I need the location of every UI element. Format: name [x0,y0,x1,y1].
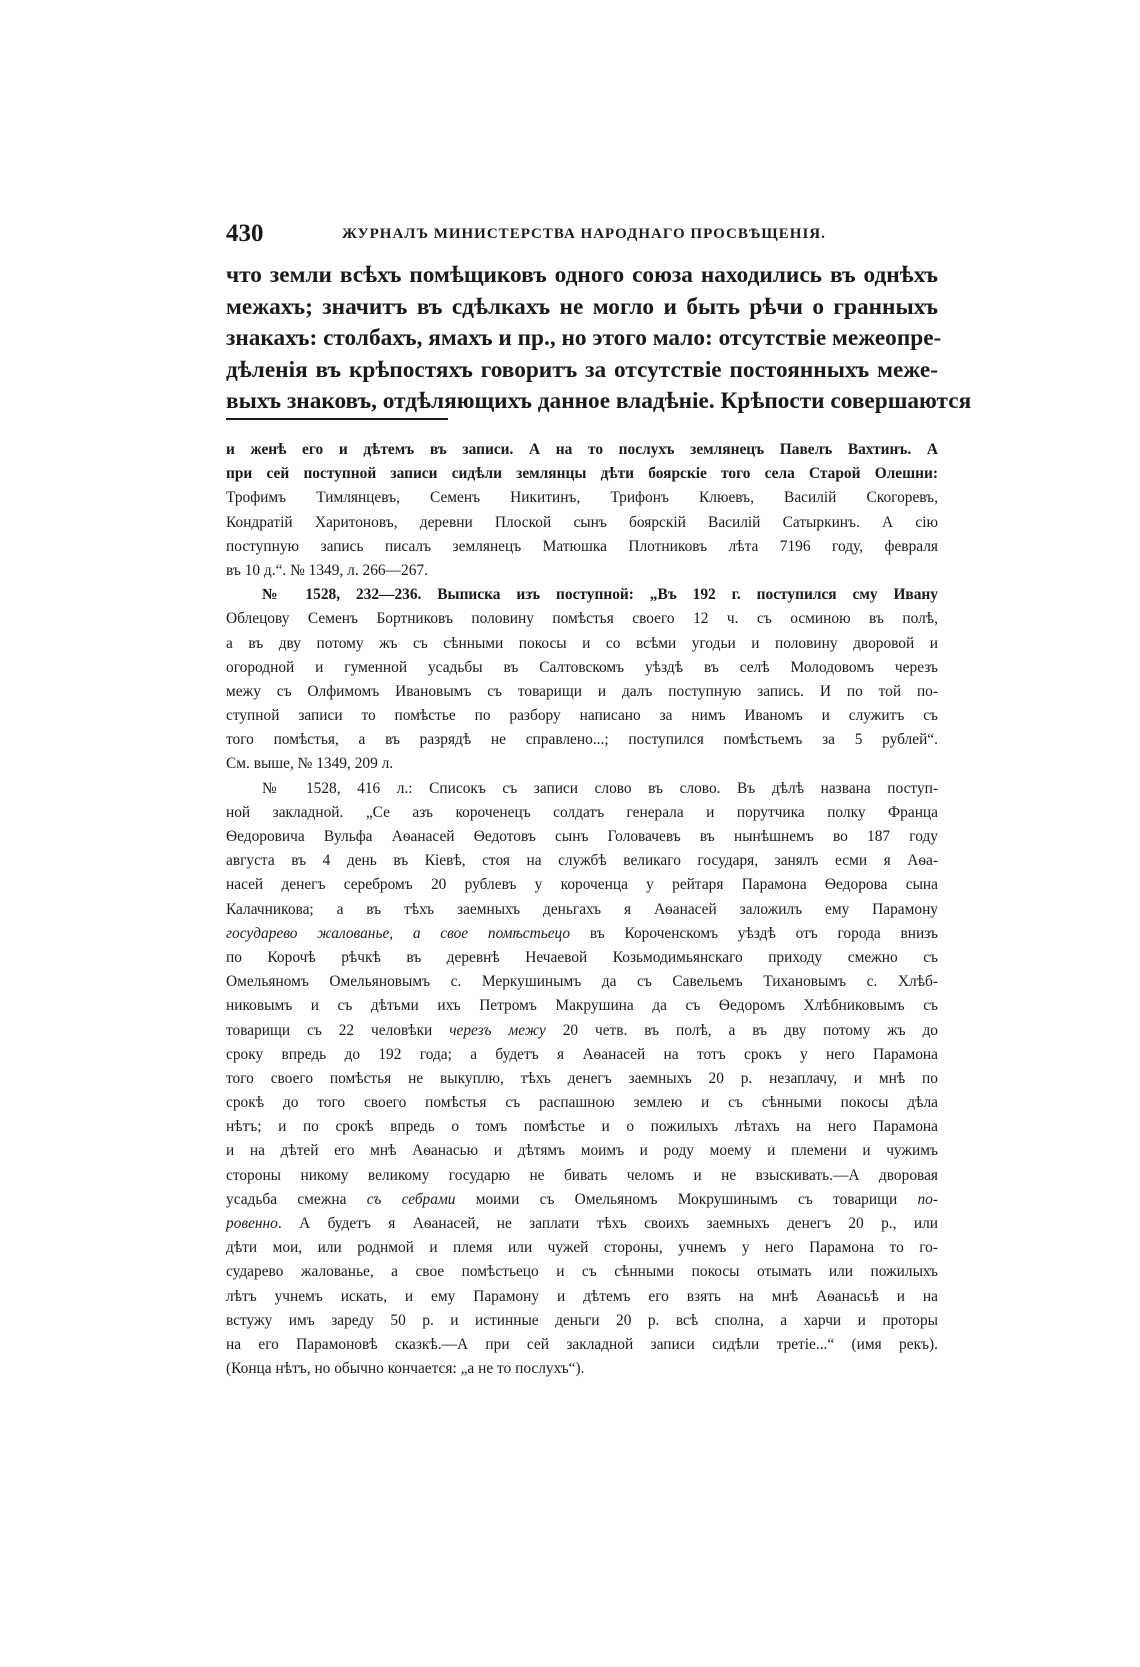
footnote-rule [226,418,448,420]
footnote-line: Трофимъ Тимлянцевъ, Семенъ Никитинъ, Трифонъ Клюевъ, Василій Скогоревъ, [226,489,938,507]
footnote-line: того помѣстья, а въ разрядѣ не справлено...; поступился помѣстьемъ за 5 рублей“. [226,731,938,749]
italic-phrase: черезъ межу [449,1021,546,1039]
footnote-line: № 1528, 232—236. Выписка изъ поступной: „Въ 192 г. поступился сму Ивану [262,586,938,604]
text-segment: . А будетъ я Аѳанасей, не заплати тѣхъ своихъ заемныхъ денегъ 20 р., или [277,1215,938,1232]
footnote-line: № 1528, 416 л.: Списокъ съ записи слово въ слово. Въ дѣлѣ названа поступ- [262,779,938,797]
footnote-line: Ѳедоровича Вульфа Аѳанасей Ѳедотовъ сынъ Головачевъ въ нынѣшнемъ во 187 году [226,828,938,845]
main-text-line: что земли всѣхъ помѣщиковъ одного союза находились въ однѣхъ [226,262,938,288]
footnote-line: Омельяномъ Омельяновымъ с. Меркушинымъ да съ Савельемъ Тихановымъ с. Хлѣб- [226,973,938,991]
footnote-line: и на дѣтей его мнѣ Аѳанасью и дѣтямъ моимъ и роду моему и племени и чужимъ [226,1142,938,1160]
footnote-line: огородной и гуменной усадьбы въ Салтовскомъ уѣздѣ въ селѣ Молодовомъ черезъ [226,658,938,676]
footnote-line: сударево жалованье, а свое помѣстьецо и съ сѣнными покосы отымать или пожилыхъ [226,1263,938,1281]
footnote-line: лѣтъ учнемъ искать, и ему Парамону и дѣтемъ его взять на мнѣ Аѳанасьѣ и на [226,1287,938,1305]
footnote-line: ступной записи то помѣстье по разбору написано за нимъ Иваномъ и служитъ съ [226,707,938,725]
main-text-line: дѣленія въ крѣпостяхъ говоритъ за отсутствіе постоянныхъ меже- [226,356,938,383]
italic-phrase: ровенно [226,1215,278,1232]
footnote-line: встужу имъ зареду 50 р. и истинные деньги 20 р. всѣ сполна, а харчи и проторы [226,1311,938,1329]
footnote-line: См. выше, № 1349, 209 л. [226,755,394,773]
footnote-line: дѣти мои, или роднмой и племя или чужей стороны, учнемъ у него Парамона то го- [226,1239,938,1257]
footnote-line: августа въ 4 день въ Кіевѣ, стоя на службѣ великаго государя, занялъ есми я Аѳа- [226,852,938,870]
footnote-line: нѣтъ; и по срокѣ впредь о томъ помѣстье и о пожилыхъ лѣтахъ на него Парамона [226,1118,938,1136]
footnote-line: насей денегъ серебромъ 20 рублевъ у короченца у рейтаря Парамона Ѳедорова сына [226,876,938,894]
footnote-line [226,1212,938,1236]
footnote-line: стороны никому великому государю не бивать челомъ и не взыскивать.—А дворовая [226,1166,938,1184]
italic-phrase: съ себрами [366,1190,456,1208]
footnote-line: а въ дву потому жъ съ сѣнными покосы и со всѣми угодьи и половину дворовой и [226,634,938,652]
footnote-line: при сей поступной записи сидѣли землянцы дѣти боярскіе того села Старой Олешни: [226,465,938,483]
footnote-line: срокѣ до того своего помѣстья съ распашною землею и съ сѣнными покосы дѣла [226,1094,938,1112]
text-segment: товарищи съ 22 человѣки [226,1021,450,1039]
footnote-line: поступную запись писалъ землянецъ Матюшка Плотниковъ лѣта 7196 году, февраля [226,537,938,555]
footnote-line: (Конца нѣтъ, но обычно кончается: „а не то послухъ“). [226,1360,585,1378]
footnote-line: и женѣ его и дѣтемъ въ записи. А на то послухъ землянецъ Павелъ Вахтинъ. А [226,441,938,458]
footnote-line: того своего помѣстья не выкуплю, тѣхъ денегъ заемныхъ 20 р. незаплачу, и мнѣ по [226,1069,938,1087]
footnote-line: на его Парамоновѣ сказкѣ.—А при сей закладной записи сидѣли третіе...“ (имя рекъ). [226,1335,938,1353]
main-text-line: выхъ знаковъ, отдѣляющихъ данное владѣніе. Крѣпости совершаются [226,388,972,414]
footnote-line: межу съ Олфимомъ Ивановымъ съ товарищи и далъ поступную запись. И по той по- [226,682,938,700]
page-header [226,219,938,249]
footnote-line [226,1188,938,1212]
footnote-line: ной закладной. „Се азъ короченецъ солдатъ генерала и порутчика полку Франца [226,803,938,821]
text-segment: въ Короченскомъ уѣздѣ отъ города внизъ [570,924,938,942]
footnote-line [226,922,938,946]
footnote-line: никовымъ и съ дѣтьми ихъ Петромъ Макрушина да съ Ѳедоромъ Хлѣбниковымъ съ [226,997,938,1015]
footnote-line: Кондратій Харитоновъ, деревни Плоской сынъ боярскій Василій Сатыркинъ. А сію [226,513,938,531]
page-number: 430 [226,220,264,247]
footnote-line: въ 10 д.“. № 1349, л. 266—267. [226,561,428,579]
footnote-text [226,438,938,1381]
text-segment: усадьба смежна [226,1190,367,1208]
footnote-line: по Корочѣ рѣчкѣ въ деревнѣ Нечаевой Козьмодимьянскаго приходу смежно съ [226,948,938,966]
text-segment: моими съ Омельяномъ Мокрушинымъ съ товарищи [455,1190,918,1208]
footnote-line: сроку впредь до 192 года; а будетъ я Аѳанасей на тотъ срокъ у него Парамона [226,1045,938,1063]
main-text-line: межахъ; значитъ въ сдѣлкахъ не могло и быть рѣчи о гранныхъ [226,293,938,320]
italic-phrase: государево жалованье, а свое помѣстьецо [226,924,571,942]
footnote-line: Калачникова; а въ тѣхъ заемныхъ деньгахъ я Аѳанасей заложилъ ему Парамону [226,900,938,918]
main-text-line: знакахъ: столбахъ, ямахъ и пр., но этого мало: отсутствіе межеопре- [226,325,942,351]
text-segment: 20 четв. въ полѣ, а въ дву потому жъ до [545,1021,938,1039]
running-title: ЖУРНАЛЪ МИНИСТЕРСТВА НАРОДНАГО ПРОСВѢЩЕНІЯ. [342,226,826,242]
footnote-line [226,1019,938,1043]
footnote-line: Облецову Семенъ Бортниковъ половину помѣстья своего 12 ч. съ осминою въ полѣ, [226,610,938,628]
italic-phrase: по- [917,1190,938,1208]
main-text [226,260,972,418]
